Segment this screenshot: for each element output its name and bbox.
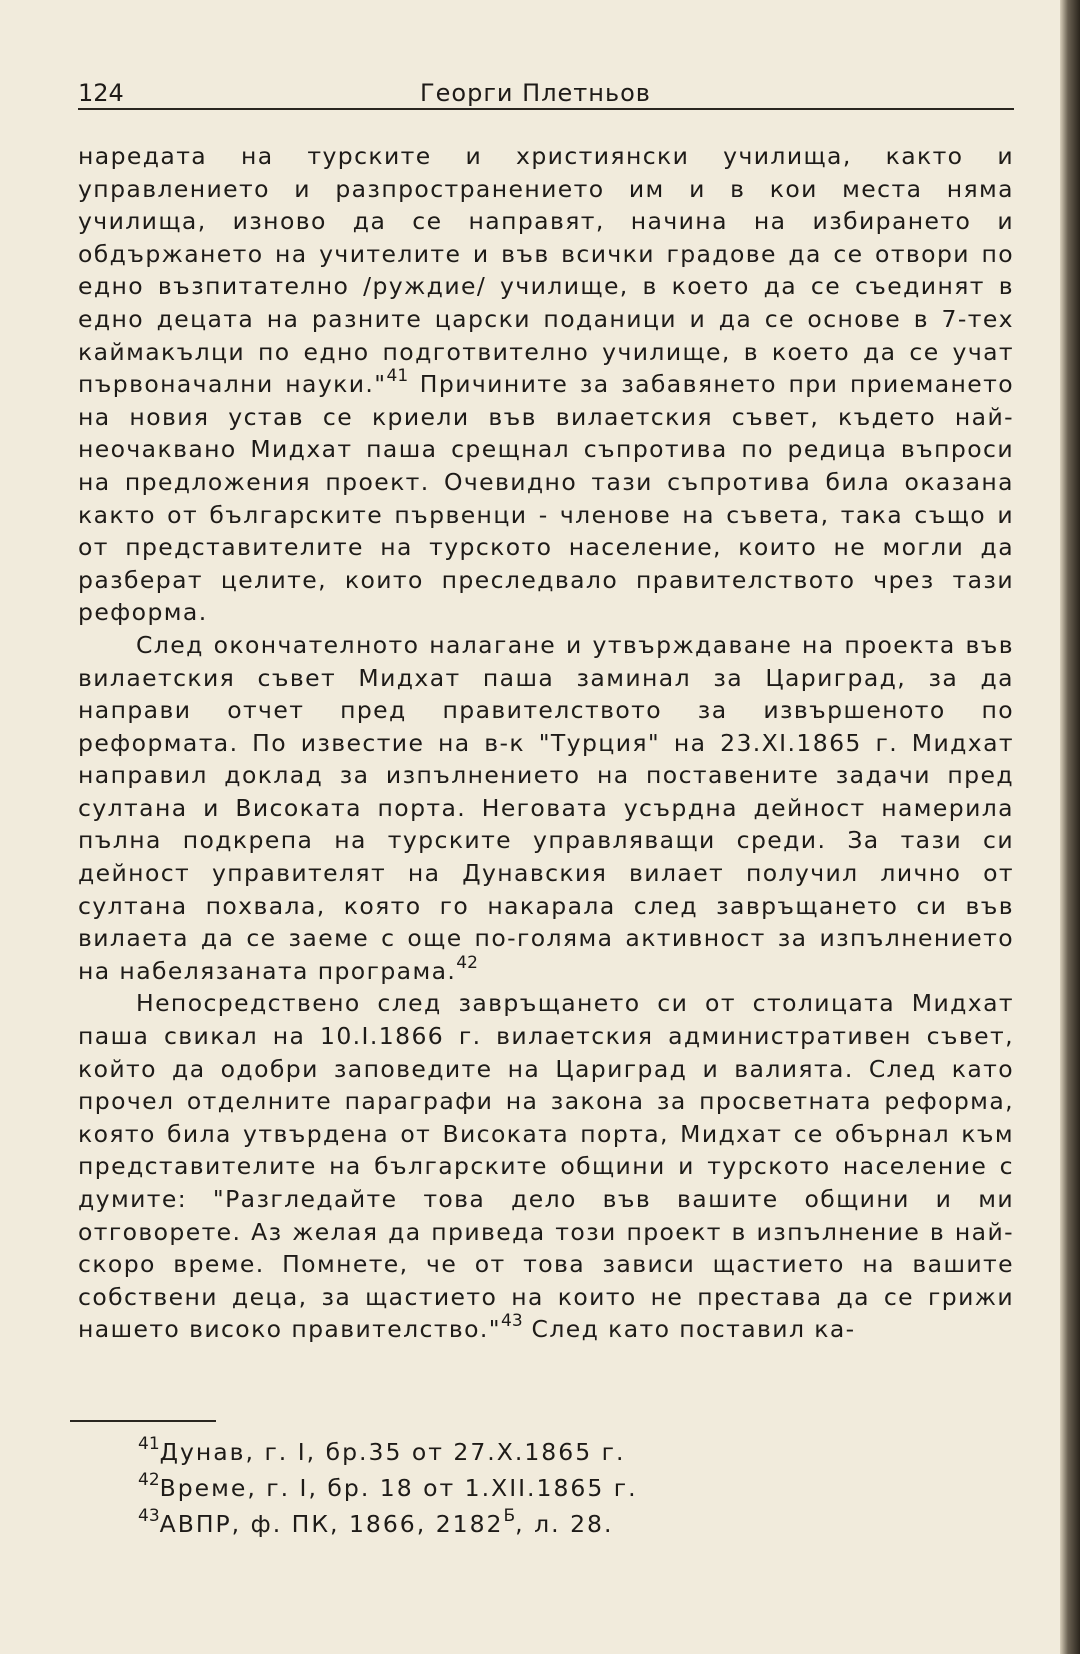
paragraph-text: След окончателното налагане и утвърждаване на проекта във вилаетския съвет Мидхат паша заминал за Цариград, за да направи отчет пред правителството за извършеното по реформата. По известие на в-к "Турция" на 23.XI.1865 г. Мидхат направил доклад за изпълнението на поставените задачи пред султана и Високата порта. Неговата усърдна дейност намерила пълна подкрепа на турските управляващи среди. За тази си дейност управителят на Дунавския вилает получил лично от султана похвала, която го накарала след завръщането си във вилаета да се заеме с още по-голяма активност за изпълнението на набелязаната програма. (78, 630, 1014, 985)
footnote-text: АВПР, ф. ПК, 1866, 2182 (159, 1510, 504, 1538)
page-binding-edge (1060, 0, 1080, 1654)
running-header-author: Георги Плетньов (420, 79, 651, 107)
running-header (78, 78, 1014, 108)
paragraph-text: Непосредствено след завръщането си от столицата Мидхат паша свикал на 10.I.1866 г. вилаетския административен съвет, който да одобри заповедите на Цариград и валията. След като прочел отделните параграфи на закона за просветната реформа, която била утвърдена от Високата порта, Мидхат се обърнал към представителите на българските общини и турското население с думите: "Разгледайте това дело във вашите общини и ми отговорете. Аз желая да приведа този проект в изпълнение в най-скоро време. Помнете, че от това зависи щастието на вашите собствени деца, за щастието на които не престава да се грижи нашето високо правителство." (78, 989, 1014, 1344)
footnote-separator (70, 1420, 216, 1422)
paragraph-text: След като поставил ка- (522, 1315, 856, 1344)
footnote-number: 43 (138, 1506, 160, 1526)
footnote-ref-43: 43 (501, 1311, 523, 1332)
footnote-text-tail: , л. 28. (515, 1510, 614, 1538)
paragraph-3 (78, 987, 1014, 1346)
footnote-ref-41: 41 (386, 366, 409, 387)
header-rule (78, 108, 1014, 110)
paragraph-text: наредата на турските и християнски училища, както и управлението и разпространението им и в кои места няма училища, изново да се направят, начина на избирането и обдържането на учителите и във всички градове да се отвори по едно възпитателно /руждие/ училище, в което да се съединят в едно децата на разните царски поданици и да се основе в 7-тех каймакълци по едно подготвително училище, в което да се учат първоначални науки." (78, 142, 1014, 399)
footnote-41 (138, 1434, 958, 1470)
paragraph-2 (78, 629, 1014, 988)
footnote-42 (138, 1470, 958, 1506)
footnote-text: Дунав, г. I, бр.35 от 27.X.1865 г. (159, 1438, 626, 1466)
body-text (78, 140, 1014, 1346)
footnote-number: 42 (138, 1470, 160, 1490)
footnote-text: Време, г. I, бр. 18 от 1.XII.1865 г. (159, 1474, 638, 1502)
footnote-text-superscript: Б (503, 1506, 516, 1526)
paragraph-text: Причините за забавянето при приемането на новия устав се криели във вилаетския съвет, където най-неочаквано Мидхат паша срещнал съпротива по редица въпроси на предложения проект. Очевидно тази съпротива била оказана както от българските първенци - членове на съвета, така също и от представителите на турското население, които не могли да разберат целите, които преследвало правителството чрез тази реформа. (78, 370, 1014, 627)
footnote-ref-42: 42 (456, 952, 478, 973)
page-number: 124 (78, 79, 124, 107)
footnote-number: 41 (138, 1434, 160, 1454)
paragraph-1 (78, 140, 1014, 629)
footnotes (138, 1434, 958, 1542)
footnote-43 (138, 1506, 958, 1542)
